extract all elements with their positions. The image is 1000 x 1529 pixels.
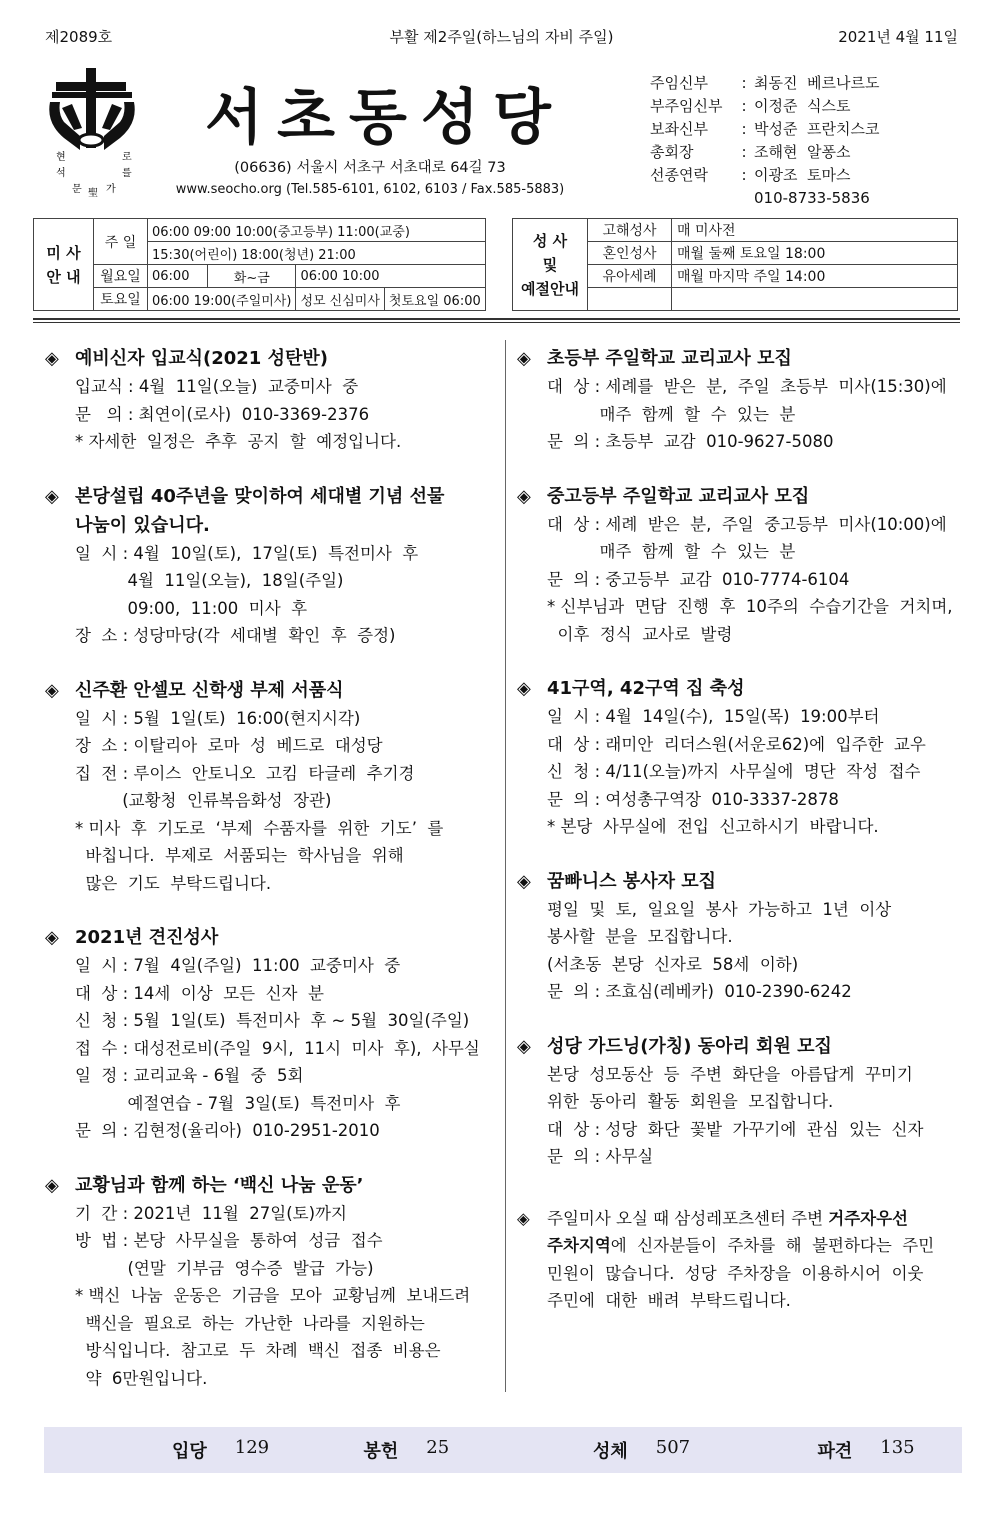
notice-line: 09:00, 11:00 미사 후 [75, 598, 308, 618]
notice-line: 일 시 : 4월 14일(수), 15일(목) 19:00부터 [547, 707, 880, 726]
sacrament-table-label: 성 사 및 예절안내 [513, 219, 588, 311]
notice-line: 일 시 : 7월 4일(주일) 11:00 교중미사 중 [75, 956, 401, 975]
notice-line: 대 상 : 세례 받은 분, 주일 중고등부 미사(10:00)에 [547, 514, 947, 534]
notice-title: 41구역, 42구역 집 축성 [547, 678, 745, 699]
notice-line: 입교식 : 4월 11일(오늘) 교중미사 중 [75, 377, 359, 396]
staff-role: 선종연락 [650, 166, 708, 184]
svg-text:현: 현 [56, 152, 66, 163]
diamond-icon: ◈ [517, 1035, 531, 1057]
notice-title: 초등부 주일학교 교리교사 모집 [547, 348, 792, 369]
sacrament-time [672, 288, 958, 311]
notice-line: 본당 성모동산 등 주변 화단을 아름답게 꾸미기 [547, 1064, 913, 1084]
notice-title: 중고등부 주일학교 교리교사 모집 [547, 485, 810, 507]
staff-role: 주임신부 [650, 74, 708, 92]
saturday-times: 06:00 19:00(주일미사) [148, 288, 296, 311]
staff-row [650, 187, 879, 210]
notice-line: 봉사할 분을 모집합니다. [547, 927, 733, 946]
staff-row: 부주임신부 : 이정준 식스토 [650, 95, 879, 118]
svg-text:聖: 聖 [88, 188, 98, 199]
staff-name: 최동진 베르나르도 [754, 74, 880, 92]
staff-role: 총회장 [650, 143, 694, 161]
notice-line: 접 수 : 대성전로비(주일 9시, 11시 미사 후), 사무실 [75, 1038, 480, 1058]
staff-role: 보좌신부 [650, 120, 708, 138]
diamond-icon: ◈ [45, 485, 59, 507]
notice-line: 일 정 : 교리교육 - 6월 중 5회 [75, 1066, 304, 1085]
svg-text:로: 로 [122, 152, 132, 163]
stat-dismissal: 파견 135 [817, 1437, 915, 1462]
diamond-icon: ◈ [45, 679, 59, 701]
notice-line: * 본당 사무실에 전입 신고하시기 바랍니다. [547, 817, 879, 836]
notice-section [45, 482, 495, 650]
notice-line: 문 의 : 최연이(로사) 010-3369-2376 [75, 404, 370, 424]
notice-section [45, 1171, 495, 1393]
notice-section [517, 344, 962, 456]
notice-section [517, 674, 962, 841]
diamond-icon: ◈ [517, 1208, 530, 1228]
sunday-times-1: 06:00 09:00 10:00(중고등부) 11:00(교중) [148, 219, 486, 242]
staff-row: 선종연락 : 이광조 토마스 [650, 164, 879, 187]
notice-title: 2021년 견진성사 [75, 927, 219, 948]
mass-schedule-table [33, 218, 486, 311]
notice-line: 집 전 : 루이스 안토니오 고킴 타글레 추기경 [75, 763, 415, 783]
diamond-icon: ◈ [517, 678, 531, 699]
notice-title: 예비신자 입교식(2021 성탄반) [75, 348, 328, 369]
notice-line: 매주 함께 할 수 있는 분 [547, 404, 796, 424]
notice-line: 방 법 : 본당 사무실을 통하여 성금 접수 [75, 1231, 383, 1250]
parish-address-block [150, 157, 590, 201]
notice-line: 일 시 : 5월 1일(토) 16:00(현지시각) [75, 708, 361, 728]
notice-section [45, 344, 495, 456]
church-logo-icon [42, 68, 142, 200]
diamond-icon: ◈ [517, 870, 531, 892]
notice-title: 교황님과 함께 하는 ‘백신 나눔 운동’ [75, 1174, 364, 1196]
svg-text:를: 를 [122, 168, 132, 179]
sacrament-time: 매월 둘째 토요일 18:00 [672, 242, 958, 265]
staff-name: 박성준 프란치스코 [754, 120, 880, 138]
notice-line: 위한 동아리 활동 회원을 모집합니다. [547, 1092, 834, 1111]
liturgical-occasion: 부활 제2주일(하느님의 자비 주일) [389, 28, 614, 46]
notice-line: 문 의 : 김현정(율리아) 010-2951-2010 [75, 1121, 380, 1140]
parking-line: 민원이 많습니다. 성당 주차장을 이용하시어 이웃 [547, 1263, 924, 1283]
notice-line: 바칩니다. 부제로 서품되는 학사님을 위해 [75, 846, 404, 865]
sacrament-name: 유아세례 [588, 265, 672, 288]
stat-offering: 봉헌 25 [363, 1437, 450, 1462]
divider [33, 318, 960, 320]
notice-line: 문 의 : 중고등부 교감 010-7774-6104 [547, 569, 850, 589]
left-column [45, 344, 495, 1418]
weekday-label: 월요일 [94, 265, 148, 288]
notice-line: 4월 11일(오늘), 18일(주일) [75, 571, 344, 590]
diamond-icon: ◈ [517, 485, 531, 507]
notice-title: 신주환 안셀모 신학생 부제 서품식 [75, 679, 344, 701]
diamond-icon: ◈ [45, 1174, 59, 1196]
notice-line: 신 청 : 4/11(오늘)까지 사무실에 명단 작성 접수 [547, 762, 921, 781]
sacrament-name: 혼인성사 [588, 242, 672, 265]
column-divider [505, 340, 506, 1392]
notice-line: 약 6만원입니다. [75, 1368, 208, 1388]
stat-entrance: 입당 129 [172, 1437, 270, 1462]
notice-line: 신 청 : 5월 1일(토) 특전미사 후 ~ 5월 30일(주일) [75, 1011, 470, 1030]
staff-row: 총회장 : 조해현 알퐁소 [650, 141, 879, 164]
notice-line: 기 간 : 2021년 11월 27일(토)까지 [75, 1203, 347, 1223]
notice-line: 일 시 : 4월 10일(토), 17일(토) 특전미사 후 [75, 543, 419, 563]
parking-line: 주차지역에 신자분들이 주차를 해 불편하다는 주민 [547, 1236, 935, 1255]
staff-role [650, 187, 734, 210]
sacrament-name: 고해성사 [588, 219, 672, 242]
issue-number: 제2089호 [45, 28, 113, 46]
notice-line: (교황청 인류복음화성 장관) [75, 791, 332, 810]
staff-name: 이정준 식스토 [754, 97, 851, 115]
notice-title: 성당 가드닝(가칭) 동아리 회원 모집 [547, 1035, 832, 1057]
staff-row: 보좌신부 : 박성준 프란치스코 [650, 118, 879, 141]
staff-row: 주임신부 : 최동진 베르나르도 [650, 72, 879, 95]
notice-line: 대 상 : 래미안 리더스원(서운로62)에 입주한 교우 [547, 734, 926, 754]
diamond-icon: ◈ [45, 927, 59, 948]
sunday-label: 주 일 [94, 219, 148, 265]
notice-section [517, 482, 962, 649]
diamond-icon: ◈ [517, 348, 531, 369]
parking-line: 주일미사 오실 때 삼성레포츠센터 주변 거주자우선 [547, 1208, 908, 1228]
parking-notice [517, 1205, 962, 1315]
tue-fri-label: 화~금 [208, 265, 296, 288]
notice-line: * 백신 나눔 운동은 기금을 모아 교황님께 보내드려 [75, 1286, 471, 1305]
notice-title: 본당설립 40주년을 맞이하여 세대별 기념 선물 [75, 485, 445, 507]
attendance-stats [44, 1427, 962, 1473]
notice-title-cont: 나눔이 있습니다. [75, 514, 210, 536]
notice-line: 문 의 : 여성총구역장 010-3337-2878 [547, 789, 839, 809]
notice-title: 꿈빠니스 봉사자 모집 [547, 870, 717, 892]
right-column [517, 344, 962, 1341]
notice-line: 방식입니다. 참고로 두 차례 백신 접종 비용은 [75, 1341, 441, 1360]
notice-section [45, 676, 495, 898]
notice-line: * 신부님과 면담 진행 후 10주의 수습기간을 거치며, [547, 597, 953, 616]
notice-section [517, 867, 962, 1006]
sacrament-time: 매 미사전 [672, 219, 958, 242]
staff-name: 이광조 토마스 [754, 166, 851, 184]
parish-name: 서초동성당 [205, 83, 565, 153]
notice-section [45, 923, 495, 1145]
saturday-label: 토요일 [94, 288, 148, 311]
top-bar [45, 26, 958, 54]
notice-line: 장 소 : 이탈리아 로마 성 베드로 대성당 [75, 736, 383, 755]
notice-line: * 자세한 일정은 추후 공지 할 예정입니다. [75, 432, 402, 451]
parish-address: (06636) 서울시 서초구 서초대로 64길 73 [234, 160, 506, 176]
notice-line: (연말 기부금 영수증 발급 가능) [75, 1258, 374, 1278]
first-saturday: 첫토요일 06:00 [384, 288, 485, 311]
notice-line: * 미사 후 기도로 ‘부제 수품자를 위한 기도’ 를 [75, 818, 444, 838]
notice-line: 장 소 : 성당마당(각 세대별 확인 후 증정) [75, 626, 396, 645]
saturday-marian-mass: 성모 신심미사 [296, 288, 384, 311]
notice-line: 매주 함께 할 수 있는 분 [547, 542, 796, 561]
mass-table-label: 미 사 안 내 [34, 219, 94, 311]
notice-line: 문 의 : 초등부 교감 010-9627-5080 [547, 432, 834, 451]
notice-line: 백신을 필요로 하는 가난한 나라를 지원하는 [75, 1313, 425, 1333]
tue-fri-times: 06:00 10:00 [296, 265, 485, 288]
sacrament-time: 매월 마지막 주일 14:00 [672, 265, 958, 288]
svg-text:석: 석 [56, 168, 66, 179]
staff-role: 부주임신부 [650, 97, 723, 115]
parking-line: 주민에 대한 배려 부탁드립니다. [547, 1291, 791, 1310]
notice-line: 문 의 : 사무실 [547, 1147, 654, 1166]
notice-line: 대 상 : 14세 이상 모든 신자 분 [75, 983, 324, 1003]
notice-line: 많은 기도 부탁드립니다. [75, 873, 272, 893]
sacrament-name [588, 288, 672, 311]
sacrament-table [512, 218, 958, 311]
notice-line: (서초동 본당 신자로 58세 이하) [547, 954, 799, 974]
sunday-times-2: 15:30(어린이) 18:00(청년) 21:00 [148, 242, 486, 265]
svg-text:가: 가 [106, 184, 116, 195]
staff-list [650, 72, 879, 210]
notice-line: 평일 및 토, 일요일 봉사 가능하고 1년 이상 [547, 899, 892, 919]
monday-times: 06:00 [148, 265, 208, 288]
divider [33, 322, 960, 323]
notice-line: 문 의 : 조효심(레베카) 010-2390-6242 [547, 982, 852, 1001]
notice-line: 대 상 : 세례를 받은 분, 주일 초등부 미사(15:30)에 [547, 377, 947, 396]
stat-communion: 성체 507 [593, 1437, 691, 1462]
notice-line: 이후 정식 교사로 발령 [547, 624, 733, 644]
parish-contact: www.seocho.org (Tel.585-6101, 6102, 6103 / Fax.585-5883) [175, 182, 565, 197]
diamond-icon: ◈ [45, 348, 59, 369]
notice-section [517, 1032, 962, 1171]
notice-line: 예절연습 - 7월 3일(토) 특전미사 후 [75, 1093, 401, 1113]
notice-line: 대 상 : 성당 화단 꽃밭 가꾸기에 관심 있는 신자 [547, 1119, 924, 1139]
svg-text:문: 문 [72, 184, 82, 195]
bulletin-date: 2021년 4월 11일 [838, 28, 958, 46]
staff-name: 조해현 알퐁소 [754, 143, 851, 161]
staff-phone: 010-8733-5836 [754, 189, 870, 207]
